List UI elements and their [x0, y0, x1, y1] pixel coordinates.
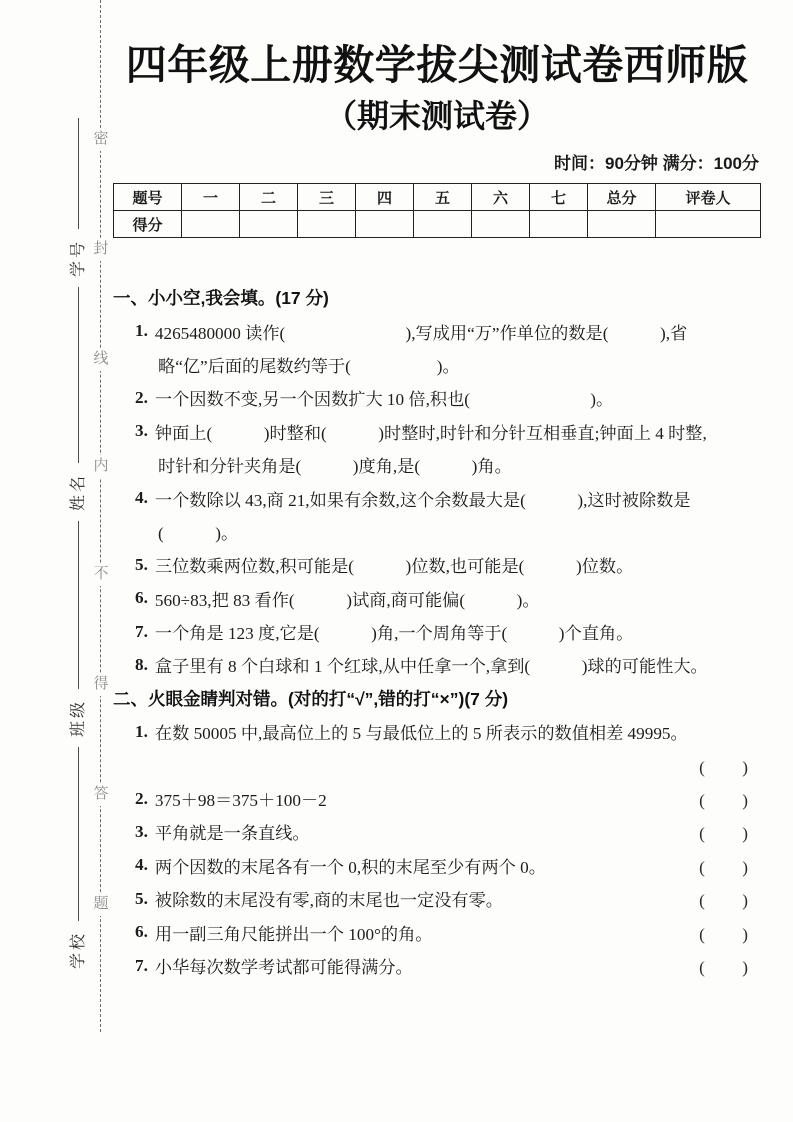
- question-number: 4.: [135, 488, 148, 508]
- answer-bracket: ( ): [699, 958, 749, 977]
- question-number: 8.: [135, 654, 148, 674]
- answer-bracket: ( ): [699, 857, 749, 877]
- col-grader: 评卷人: [656, 184, 761, 211]
- question-number: 3.: [135, 821, 148, 841]
- answer-bracket: ( ): [699, 891, 749, 911]
- col-1: 一: [182, 184, 240, 211]
- score-cell: [240, 211, 298, 238]
- seal-char: 得: [92, 673, 109, 696]
- question-text: 一个因数不变,另一个因数扩大 10 倍,积也( )。: [154, 390, 614, 410]
- score-cell: [414, 211, 472, 238]
- seal-char: 封: [92, 238, 109, 261]
- seal-char: 密: [92, 128, 109, 151]
- question-number: 1.: [135, 721, 148, 741]
- class-label: 班级: [69, 689, 89, 747]
- question-text: 时针和分针夹角是( )度角,是( )角。: [158, 457, 512, 477]
- s2-question-6: [113, 915, 761, 948]
- seal-char: 线: [92, 348, 109, 371]
- answer-bracket: ( ): [699, 924, 749, 944]
- student-name-label: 姓名: [69, 463, 89, 521]
- score-row-label: 得分: [114, 211, 182, 238]
- col-7: 七: [530, 184, 588, 211]
- question-number: 1.: [135, 321, 148, 341]
- question-number: 2.: [135, 387, 148, 407]
- score-cell: [356, 211, 414, 238]
- s2-question-5: [113, 882, 761, 915]
- question-text: 略“亿”后面的尾数约等于( )。: [158, 356, 460, 376]
- question-text: 两个因数的末尾各有一个 0,积的末尾至少有两个 0。: [154, 857, 546, 877]
- col-6: 六: [472, 184, 530, 211]
- s1-question-2: [113, 381, 761, 414]
- question-number: 6.: [135, 922, 148, 942]
- score-cell: [298, 211, 356, 238]
- question-number: 5.: [135, 554, 148, 574]
- score-table-score-row: [114, 211, 761, 238]
- score-table-header-row: [114, 184, 761, 211]
- answer-bracket: ( ): [699, 791, 749, 811]
- s1-question-5: [113, 548, 761, 581]
- s1-question-1-cont: [113, 348, 761, 381]
- question-number: 7.: [135, 621, 148, 641]
- question-text: 一个数除以 43,商 21,如果有余数,这个余数最大是( ),这时被除数是: [154, 490, 691, 510]
- question-text: 用一副三角尺能拼出一个 100°的角。: [154, 924, 433, 944]
- question-text: 560÷83,把 83 看作( )试商,商可能偏( )。: [154, 590, 540, 610]
- score-cell: [182, 211, 240, 238]
- school-label: 学校: [69, 921, 89, 979]
- question-text: ( )。: [158, 523, 239, 543]
- s1-question-3-cont: [113, 448, 761, 481]
- col-5: 五: [414, 184, 472, 211]
- question-text: 在数 50005 中,最高位上的 5 与最低位上的 5 所表示的数值相差 49995。: [154, 724, 688, 744]
- student-number-label: 学号: [69, 229, 89, 287]
- page-title: 四年级上册数学拔尖测试卷西师版: [125, 42, 749, 88]
- col-4: 四: [356, 184, 414, 211]
- s1-question-6: [113, 582, 761, 615]
- seal-dashed-line: [100, 0, 101, 1032]
- question-text: 平角就是一条直线。: [154, 824, 310, 844]
- question-number: 2.: [135, 788, 148, 808]
- section-two-heading: 二、火眼金睛判对错。(对的打“√”,错的打“×”)(7 分): [113, 688, 509, 709]
- question-number: 6.: [135, 588, 148, 608]
- s2-question-3: [113, 815, 761, 848]
- question-text: 4265480000 读作( ),写成用“万”作单位的数是( ),省: [154, 323, 688, 343]
- question-number: 4.: [135, 855, 148, 875]
- s1-question-3: [113, 415, 761, 448]
- col-3: 三: [298, 184, 356, 211]
- s2-question-7: [113, 949, 761, 982]
- question-number: 7.: [135, 955, 148, 975]
- question-text: 三位数乘两位数,积可能是( )位数,也可能是( )位数。: [154, 557, 634, 577]
- s2-question-4: [113, 849, 761, 882]
- question-text: 被除数的末尾没有零,商的末尾也一定没有零。: [154, 891, 503, 911]
- s1-question-4-cont: [113, 515, 761, 548]
- score-cell: [588, 211, 656, 238]
- question-number: 5.: [135, 888, 148, 908]
- seal-char: 题: [92, 893, 109, 916]
- question-text: 一个角是 123 度,它是( )角,一个周角等于( )个直角。: [154, 624, 634, 644]
- question-text: 375＋98＝375＋100－2: [154, 791, 327, 811]
- score-cell: [472, 211, 530, 238]
- time-score-info: 时间：90分钟 满分：100分: [554, 154, 759, 174]
- question-body: [113, 281, 761, 982]
- question-number: 3.: [135, 421, 148, 441]
- s1-question-8: [113, 648, 761, 681]
- page-subtitle: （期末测试卷）: [324, 98, 549, 135]
- s2-question-1: [113, 715, 761, 748]
- s1-question-7: [113, 615, 761, 648]
- col-2: 二: [240, 184, 298, 211]
- col-total: 总分: [588, 184, 656, 211]
- score-table: [113, 183, 761, 238]
- question-text: 小华每次数学考试都可能得满分。: [154, 958, 413, 977]
- s1-question-4: [113, 481, 761, 514]
- score-cell: [656, 211, 761, 238]
- s2-question-1-answer: [113, 748, 761, 781]
- section-one-heading: 一、小小空,我会填。(17 分): [113, 288, 329, 309]
- seal-char: 答: [92, 783, 109, 806]
- answer-bracket: ( ): [699, 824, 749, 844]
- col-question-no: 题号: [114, 184, 182, 211]
- question-text: 钟面上( )时整和( )时整时,时针和分针互相垂直;钟面上 4 时整,: [154, 423, 707, 443]
- question-text: 盒子里有 8 个白球和 1 个红球,从中任拿一个,拿到( )球的可能性大。: [154, 657, 708, 677]
- score-cell: [530, 211, 588, 238]
- answer-bracket: ( ): [699, 757, 749, 777]
- s2-question-2: [113, 782, 761, 815]
- s1-question-1: [113, 314, 761, 347]
- seal-char: 不: [92, 563, 109, 586]
- seal-char: 内: [92, 455, 109, 478]
